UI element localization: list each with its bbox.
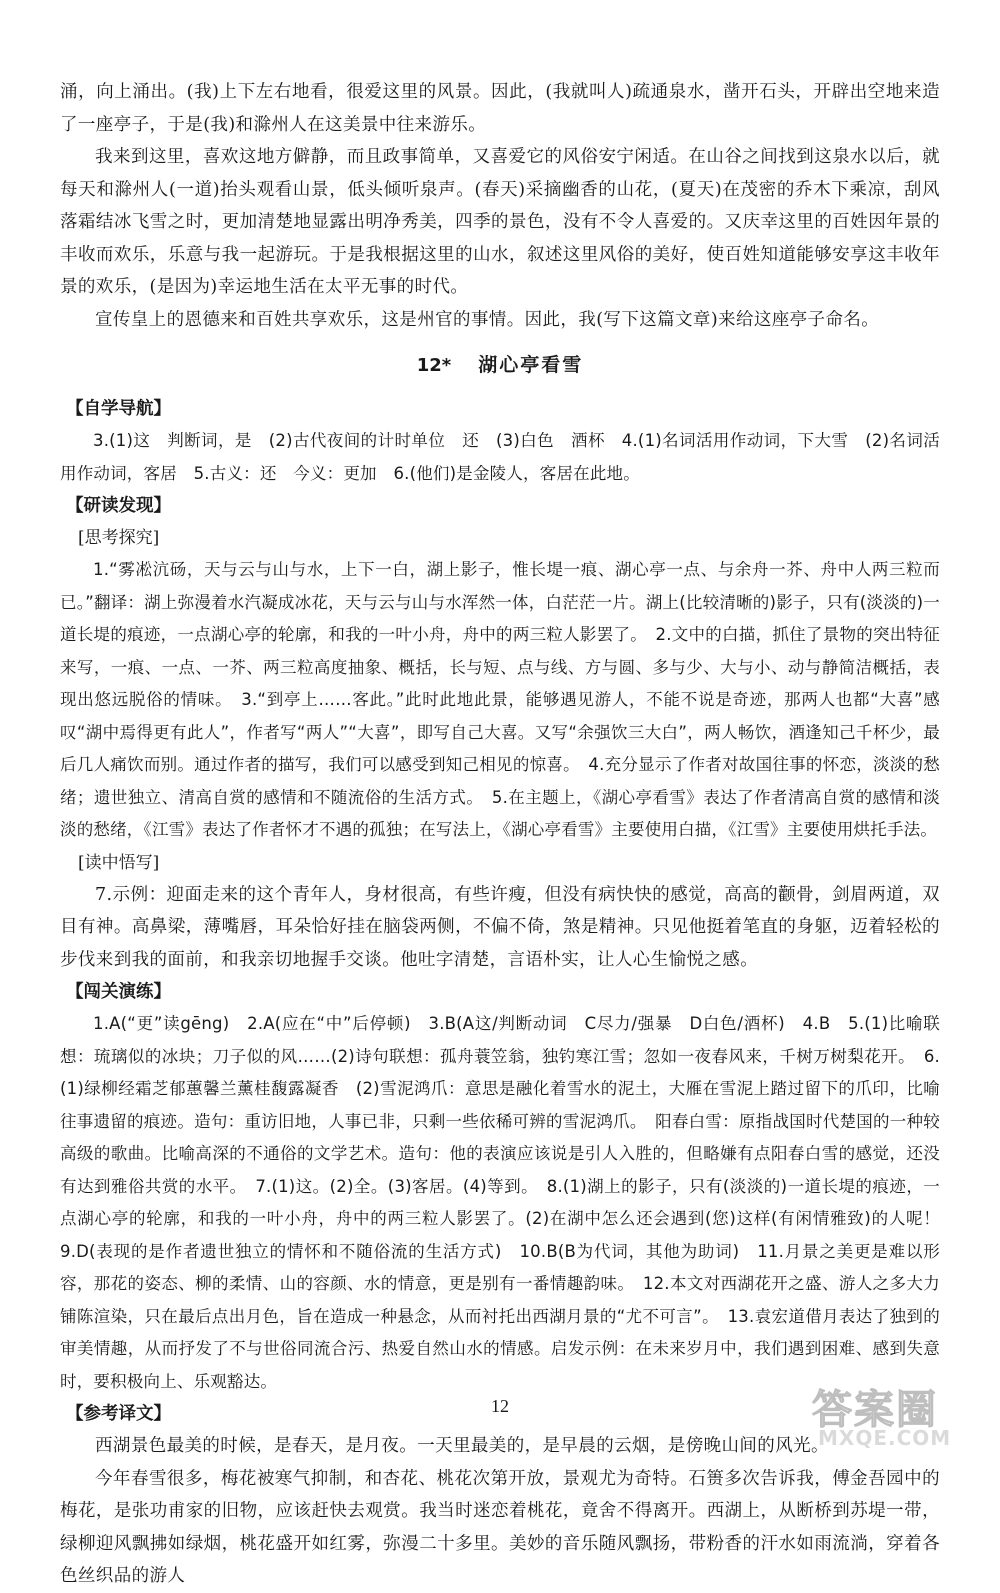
lesson-number: 12* (416, 355, 452, 376)
self-study-heading: 【自学导航】 (66, 399, 171, 419)
study-discovery-heading: 【研读发现】 (66, 496, 171, 516)
lesson-title-text: 湖心亭看雪 (478, 354, 584, 376)
intro-paragraph-3: 宣传皇上的恩德来和百姓共享欢乐，这是州官的事情。因此，我(写下这篇文章)来给这座亭子命名。 (95, 309, 880, 330)
read-write-subheading: [读中悟写] (78, 852, 160, 873)
intro-paragraph-1: 涌，向上涌出。(我)上下左右地看，很爱这里的风景。因此，(我就叫人)疏通泉水，凿开石头，开辟出空地来造了一座亭子，于是(我)和滁州人在这美景中往来游乐。 (60, 82, 940, 135)
watermark-brand: 答案圈 (812, 1387, 938, 1433)
page-number: 12 (491, 1396, 509, 1416)
think-explore-subheading: [思考探究] (78, 528, 160, 548)
lesson-title (60, 350, 940, 377)
translation-paragraph-1: 西湖景色最美的时候，是春天，是月夜。一天里最美的，是早晨的云烟，是傍晚山间的风光。 (95, 1436, 829, 1456)
think-explore-text: 1.“雾凇沆砀，天与云与山与水，上下一白，湖上影子，惟长堤一痕、湖心亭一点、与余舟一芥、舟中人两三粒而已。”翻译：湖上弥漫着水汽凝成冰花，天与云与山与水浑然一体，白茫茫一片。湖上(比较清晰的)影子，只有(淡淡的)一道长堤的痕迹，一点湖心亭的轮廓，和我的一叶小舟，舟中的两三粒人影罢了。 2.文中的白描，抓住了景物的突出特征来写，一痕、一点、一芥、两三粒高度抽象、概括，长与短、点与线、方与圆、多与少、大与小、动与静简洁概括，表现出悠远脱俗的情味。 3.“到亭上……客此。”此时此地此景，能够遇见游人，不能不说是奇迹，那两人也都“大喜”感叹“湖中焉得更有此人”，作者写“两人”“大喜”，即写自己大喜。又写“余强饮三大白”，两人畅饮，酒逢知己千杯少，最后几人痛饮而别。通过作者的描写，我们可以感受到知己相见的惊喜。 4.充分显示了作者对故国往事的怀恋，淡淡的愁绪；遗世独立、清高自赏的感情和不随流俗的生活方式。 5.在主题上，《湖心亭看雪》表达了作者清高自赏的感情和淡淡的愁绪，《江雪》表达了作者怀才不遇的孤独；在写法上，《湖心亭看雪》主要使用白描，《江雪》主要使用烘托手法。 (60, 560, 940, 839)
self-study-text: 3.(1)这 判断词，是 (2)古代夜间的计时单位 还 (3)白色 酒杯 4.(1)名词活用作动词，下大雪 (2)名词活用作动词，客居 5.古义：还 今义：更加 6.(他们)是金陵人，客居在此地。 (60, 431, 940, 483)
watermark-url: MXQE.COM (818, 1426, 952, 1450)
watermark-logo (812, 1378, 972, 1450)
intro-paragraph-2: 我来到这里，喜欢这地方僻静，而且政事简单，又喜爱它的风俗安宁闲适。在山谷之间找到这泉水以后，就每天和滁州人(一道)抬头观看山景，低头倾听泉声。(春天)采摘幽香的山花，(夏天)在茂密的乔木下乘凉，刮风落霜结冰飞雪之时，更加清楚地显露出明净秀美，四季的景色，没有不令人喜爱的。又庆幸这里的百姓因年景的丰收而欢乐，乐意与我一起游玩。于是我根据这里的山水，叙述这里风俗的美好，使百姓知道能够安享这丰收年景的欢乐，(是因为)幸运地生活在太平无事的时代。 (60, 147, 940, 297)
translation-paragraph-2: 今年春雪很多，梅花被寒气抑制，和杏花、桃花次第开放，景观尤为奇特。石篑多次告诉我，傅金吾园中的梅花，是张功甫家的旧物，应该赶快去观赏。我当时迷恋着桃花，竟舍不得离开。西湖上，从断桥到苏堤一带，绿柳迎风飘拂如绿烟，桃花盛开如红雾，弥漫二十多里。美妙的音乐随风飘扬，带粉香的汗水如雨流淌，穿着各色丝织品的游人 (60, 1468, 940, 1586)
read-write-text: 7.示例：迎面走来的这个青年人，身材很高，有些许瘦，但没有病快快的感觉，高高的颧骨，剑眉两道，双目有神。高鼻梁，薄嘴唇，耳朵恰好挂在脑袋两侧，不偏不倚，煞是精神。只见他挺着笔直的身躯，迈着轻松的步伐来到我的面前，和我亲切地握手交谈。他吐字清楚，言语朴实，让人心生愉悦之感。 (60, 884, 940, 970)
translation-heading: 【参考译文】 (66, 1404, 171, 1424)
practice-heading: 【闯关演练】 (66, 982, 171, 1002)
practice-text: 1.A(“更”读gēng) 2.A(应在“中”后停顿) 3.B(A这/判断动词 C尽力/强暴 D白色/酒杯) 4.B 5.(1)比喻联想：琉璃似的冰块；刀子似的风……(2)诗句联想：孤舟蓑笠翁，独钓寒江雪；忽如一夜春风来，千树万树梨花开。 6.(1)绿柳经霜芝郁蕙馨兰薰桂馥露凝香 (2)雪泥鸿爪：意思是融化着雪水的泥土，大雁在雪泥上踏过留下的爪印，比喻往事遗留的痕迹。造句：重访旧地，人事已非，只剩一些依稀可辨的雪泥鸿爪。 阳春白雪：原指战国时代楚国的一种较高级的歌曲。比喻高深的不通俗的文学艺术。造句：他的表演应该说是引人入胜的，但略嫌有点阳春白雪的感觉，还没有达到雅俗共赏的水平。 7.(1)这。(2)全。(3)客居。(4)等到。 8.(1)湖上的影子，只有(淡淡的)一道长堤的痕迹，一点湖心亭的轮廓，和我的一叶小舟，舟中的两三粒人影罢了。(2)在湖中怎么还会遇到(您)这样(有闲情雅致)的人呢！ 9.D(表现的是作者遗世独立的情怀和不随俗流的生活方式) 10.B(B为代词，其他为助词) 11.月景之美更是难以形容，那花的姿态、柳的柔情、山的容颜、水的情意，更是别有一番情趣韵味。 12.本文对西湖花开之盛、游人之多大力铺陈渲染，只在最后点出月色，旨在造成一种悬念，从而衬托出西湖月景的“尤不可言”。 13.袁宏道借月表达了独到的审美情趣，从而抒发了不与世俗同流合污、热爱自然山水的情感。启发示例：在未来岁月中，我们遇到困难、感到失意时，要积极向上、乐观豁达。 (60, 1014, 957, 1391)
